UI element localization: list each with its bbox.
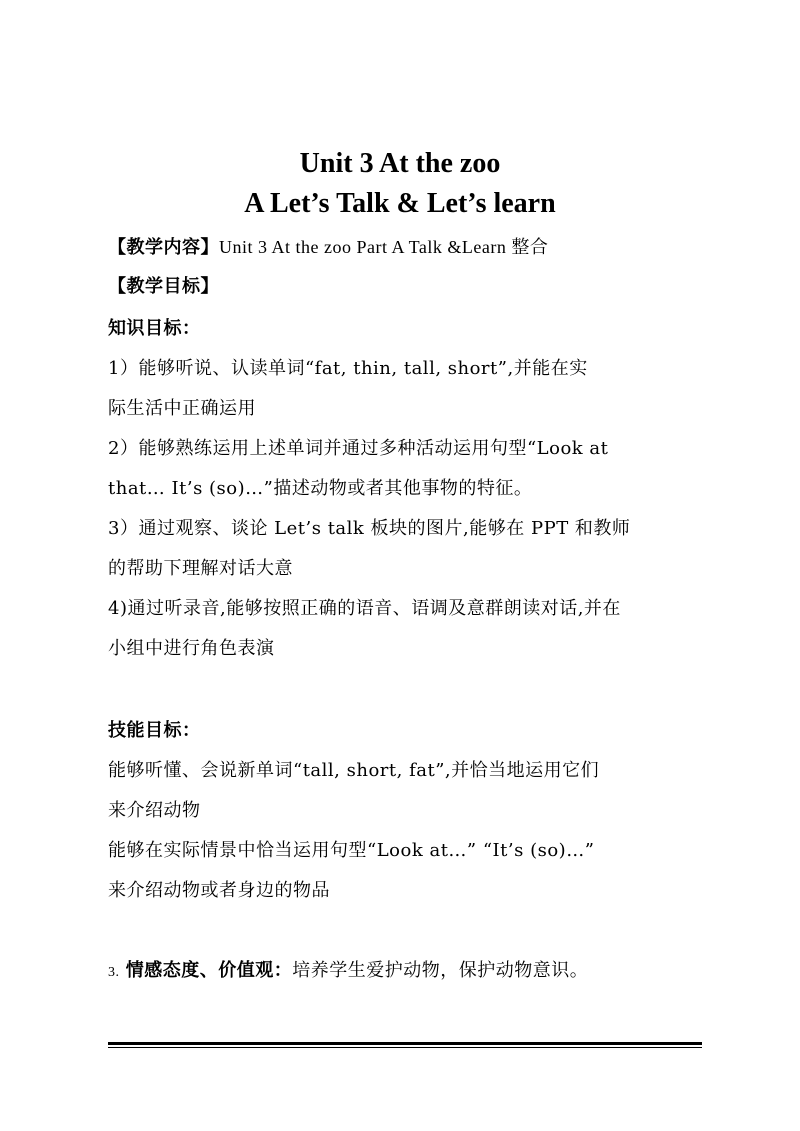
knowledge-item: 2）能够熟练运用上述单词并通过多种活动运用句型“Look at [108,438,609,459]
title-line-1: Unit 3 At the zoo [299,148,501,179]
footer-rule-thick [108,1042,702,1045]
teaching-content-label: 【教学内容】 [108,237,219,258]
teaching-content-line [108,234,708,261]
knowledge-item: 际生活中正确运用 [108,398,256,419]
knowledge-item: 小组中进行角色表演 [108,638,275,659]
teaching-content-text: Unit 3 At the zoo Part A Talk &Learn 整合 [219,237,549,257]
skills-heading: 技能目标： [108,720,201,741]
skills-item: 能够在实际情景中恰当运用句型“Look at…” “It’s (so)…” [108,840,595,861]
skills-item: 来介绍动物 [108,800,201,821]
knowledge-item: 的帮助下理解对话大意 [108,558,293,579]
knowledge-heading: 知识目标： [108,318,201,339]
affective-heading: 情感态度、价值观： [125,960,293,981]
knowledge-item: that… It’s (so)…”描述动物或者其他事物的特征。 [108,478,533,499]
skills-item: 来介绍动物或者身边的物品 [108,880,330,901]
knowledge-item: 3）通过观察、谈论 Let’s talk 板块的图片,能够在 PPT 和教师 [108,518,631,539]
knowledge-item: 4)通过听录音,能够按照正确的语音、语调及意群朗读对话,并在 [108,598,621,619]
objectives-heading: 【教学目标】 [108,276,219,297]
affective-number: 3. [108,965,120,980]
skills-item: 能够听懂、会说新单词“tall, short, fat”,并恰当地运用它们 [108,760,600,781]
affective-line [108,958,708,986]
title-line-2: A Let’s Talk & Let’s learn [244,188,556,219]
knowledge-item: 1）能够听说、认读单词“fat, thin, tall, short”,并能在实 [108,358,588,379]
footer-rule-thin [108,1047,702,1048]
affective-text: 培养学生爱护动物，保护动物意识。 [292,960,589,981]
